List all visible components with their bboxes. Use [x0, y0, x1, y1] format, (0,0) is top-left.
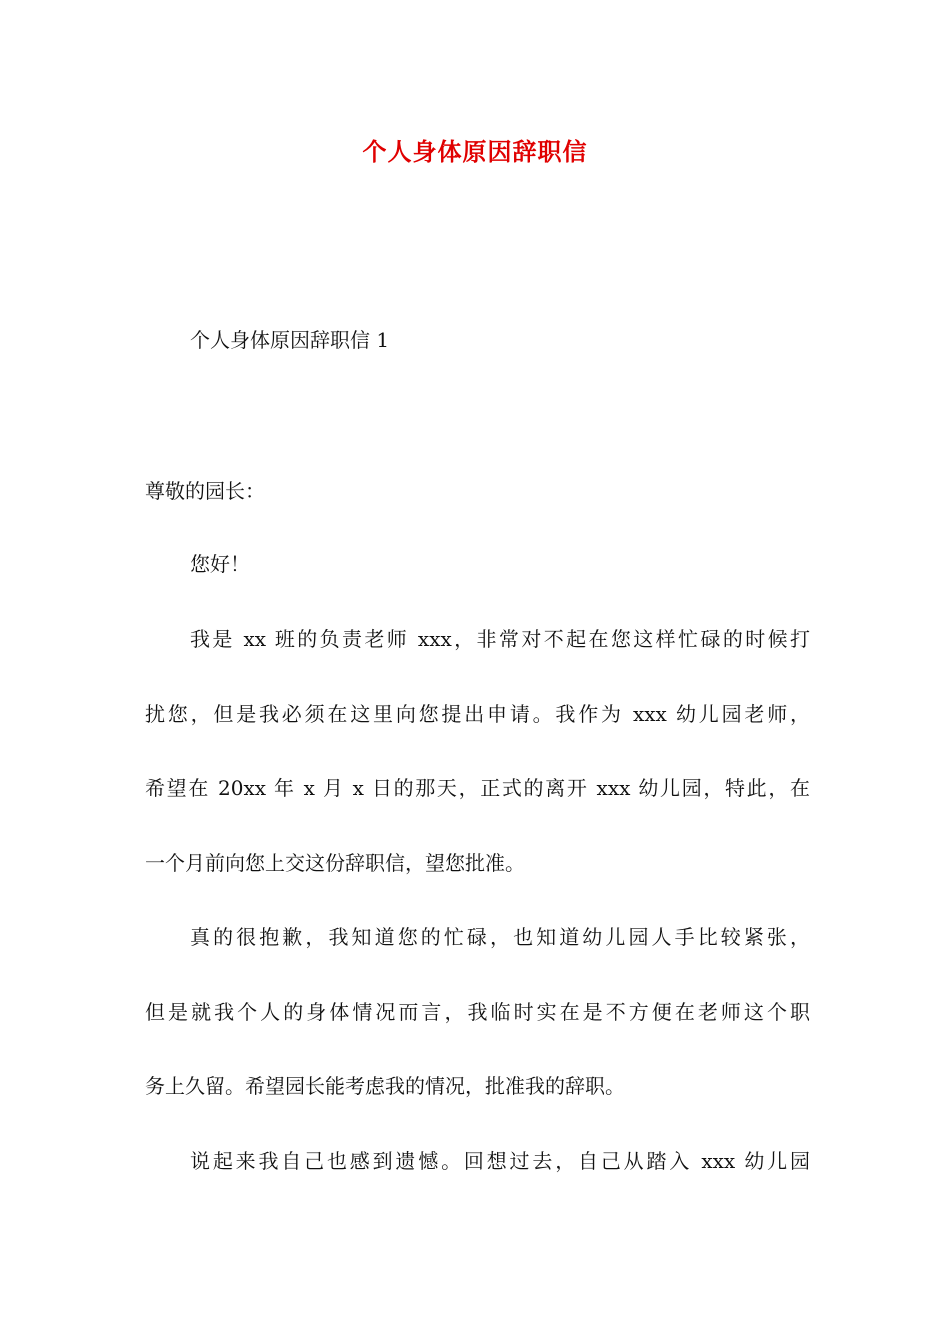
salutation: 尊敬的园长： — [145, 479, 265, 503]
greeting: 您好！ — [190, 552, 250, 576]
body-line: 扰您，但是我必须在这里向您提出申请。我作为 xxx 幼儿园老师， — [145, 702, 810, 726]
document-title: 个人身体原因辞职信 — [362, 138, 588, 166]
body-line: 说起来我自己也感到遗憾。回想过去，自己从踏入 xxx 幼儿园 — [190, 1149, 810, 1173]
body-line: 一个月前向您上交这份辞职信，望您批准。 — [145, 851, 525, 875]
body-line: 我是 xx 班的负责老师 xxx，非常对不起在您这样忙碌的时候打 — [190, 627, 810, 651]
section-heading: 个人身体原因辞职信 1 — [190, 328, 390, 352]
body-line: 真的很抱歉，我知道您的忙碌，也知道幼儿园人手比较紧张， — [190, 925, 810, 949]
body-line: 务上久留。希望园长能考虑我的情况，批准我的辞职。 — [145, 1074, 625, 1098]
body-line: 希望在 20xx 年 x 月 x 日的那天，正式的离开 xxx 幼儿园，特此，在 — [145, 776, 810, 800]
body-line: 但是就我个人的身体情况而言，我临时实在是不方便在老师这个职 — [145, 1000, 810, 1024]
